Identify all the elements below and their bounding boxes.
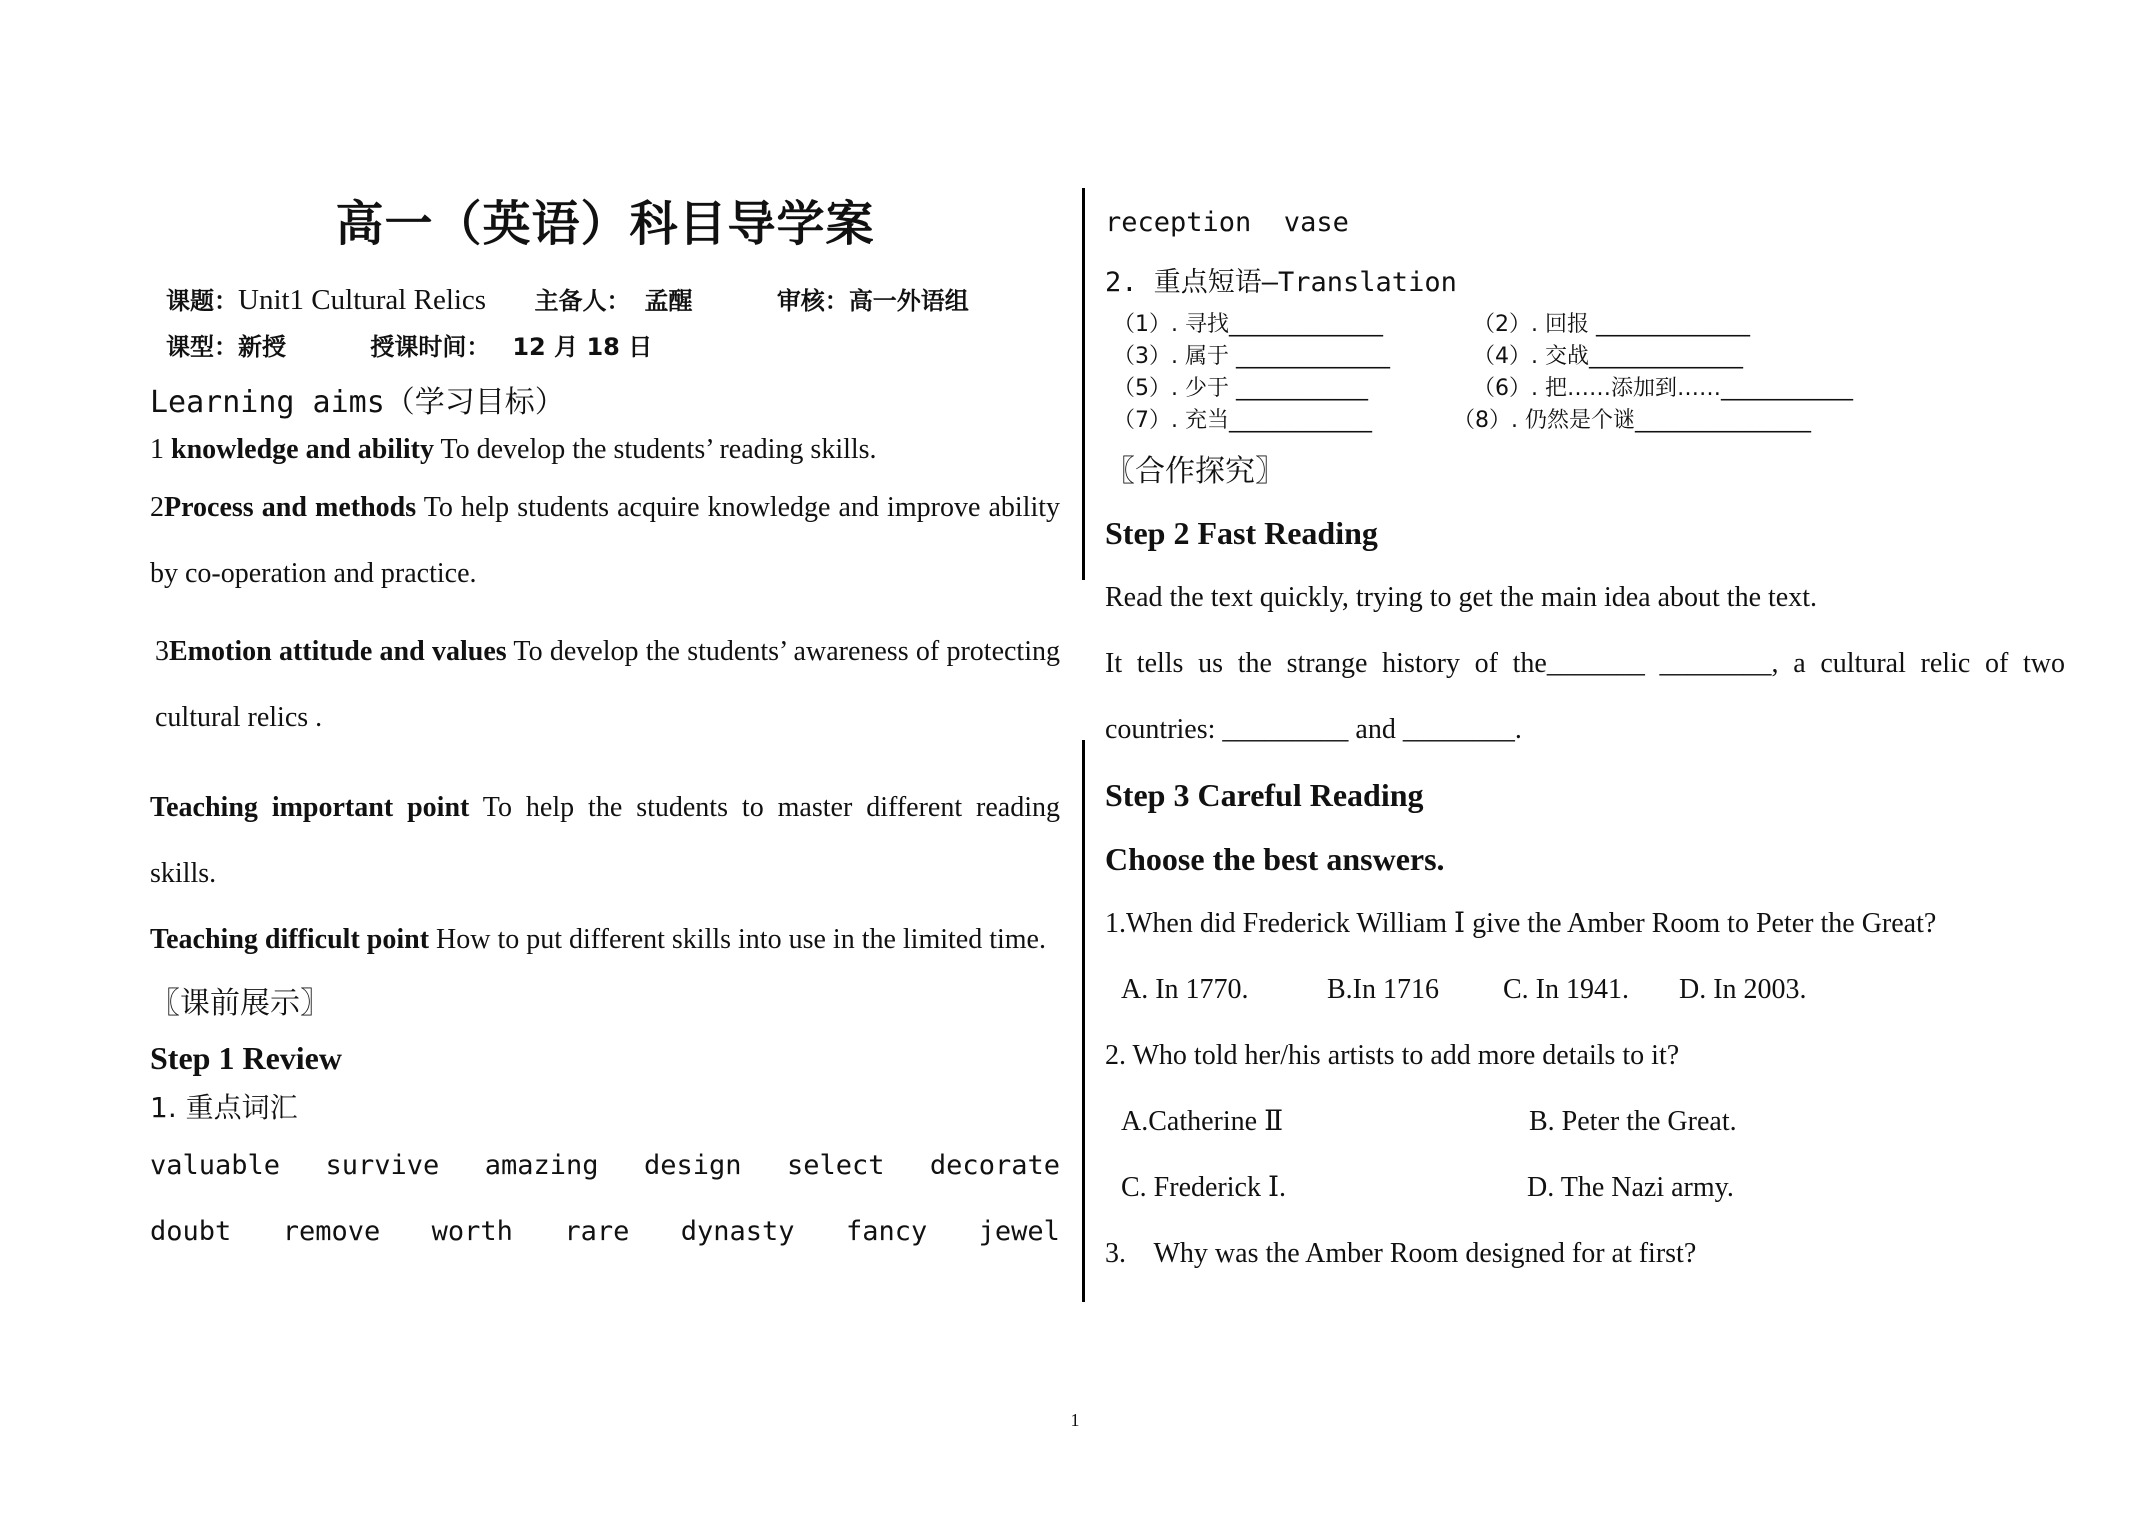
column-divider bbox=[1082, 740, 1085, 1302]
vocab-row-1 bbox=[150, 1133, 1060, 1199]
type-label: 课型： bbox=[166, 333, 238, 361]
column-divider bbox=[1082, 188, 1085, 580]
cooperation-heading: 〖合作探究〗 bbox=[1105, 454, 1285, 489]
vocab-word: design bbox=[643, 1150, 742, 1181]
vocab-word: valuable bbox=[150, 1150, 281, 1181]
question-1-options bbox=[1105, 957, 2065, 1023]
option: A. In 1770. bbox=[1121, 974, 1249, 1005]
aim-2: 2Process and methods To help students acquire knowledge and improve ability by co-operation and practice. bbox=[150, 492, 1061, 589]
option: D. The Nazi army. bbox=[1527, 1172, 1734, 1203]
option: C. Frederick Ⅰ. bbox=[1121, 1172, 1287, 1203]
question-3: 3. Why was the Amber Room designed for at first? bbox=[1105, 1238, 1697, 1269]
type-value: 新授 bbox=[238, 333, 286, 361]
topic-value: Unit1 Cultural Relics bbox=[238, 284, 487, 316]
right-column bbox=[1105, 200, 2065, 1287]
preparer-value: 孟醒 bbox=[644, 287, 693, 315]
vocab-word: survive bbox=[325, 1150, 440, 1181]
question-1: 1.When did Frederick William Ⅰ give the Amber Room to Peter the Great? bbox=[1105, 908, 1937, 939]
phrase-row: （7）. 充当_____________ （8）. 仍然是个谜________________ bbox=[1113, 408, 1811, 433]
vocab-word: remove bbox=[282, 1216, 381, 1247]
vocab-word: select bbox=[786, 1150, 885, 1181]
vocab-word: decorate bbox=[929, 1150, 1060, 1181]
vocab-heading: 1. 重点词汇 bbox=[150, 1091, 298, 1124]
choose-heading: Choose the best answers. bbox=[1105, 841, 1445, 877]
time-label: 授课时间： bbox=[370, 333, 491, 361]
step3-heading: Step 3 Careful Reading bbox=[1105, 777, 1424, 813]
left-column bbox=[150, 185, 1060, 1265]
meta-row-1 bbox=[150, 276, 1060, 325]
vocab-row-2 bbox=[150, 1199, 1060, 1265]
step1-heading: Step 1 Review bbox=[150, 1040, 342, 1076]
question-2-options-a bbox=[1105, 1089, 2065, 1155]
option: D. In 2003. bbox=[1679, 974, 1807, 1005]
option: C. In 1941. bbox=[1503, 974, 1629, 1005]
teaching-difficult-point: Teaching difficult point How to put different skills into use in the limited time. bbox=[150, 924, 1046, 955]
question-2: 2. Who told her/his artists to add more details to it? bbox=[1105, 1040, 1680, 1071]
review-label: 审核： bbox=[776, 287, 849, 315]
option: B. Peter the Great. bbox=[1529, 1106, 1737, 1137]
fast-reading-blank: It tells us the strange history of the_______ ________, a cultural relic of two countries: _________ and ________. bbox=[1105, 648, 2065, 745]
teaching-important-point: Teaching important point To help the students to master different reading skills. bbox=[150, 792, 1060, 889]
step2-heading: Step 2 Fast Reading bbox=[1105, 515, 1378, 551]
phrase-row: （1）. 寻找______________ （2）. 回报 ______________ bbox=[1113, 312, 1750, 337]
aim-1: 1 knowledge and ability To develop the students’ reading skills. bbox=[150, 434, 877, 465]
meta-row-2 bbox=[150, 325, 1060, 369]
review-value: 高一外语组 bbox=[848, 287, 969, 315]
learning-aims-heading: Learning aims（学习目标） bbox=[150, 385, 565, 420]
preparer-label: 主备人： bbox=[534, 287, 631, 315]
vocab-word: dynasty bbox=[680, 1216, 795, 1247]
phrases-heading: 2. 重点短语—Translation bbox=[1105, 267, 1457, 298]
aim-3: 3Emotion attitude and values To develop the students’ awareness of protecting cultural relics . bbox=[155, 636, 1060, 733]
option: B.In 1716 bbox=[1327, 974, 1439, 1005]
vocab-row-3: reception vase bbox=[1105, 207, 1349, 238]
option: A.Catherine Ⅱ bbox=[1121, 1106, 1284, 1137]
page-title: 高一（英语）科目导学案 bbox=[335, 196, 875, 252]
vocab-word: worth bbox=[431, 1216, 513, 1247]
phrase-row: （5）. 少于 ____________ （6）. 把……添加到……____________ bbox=[1113, 376, 1853, 401]
vocab-word: amazing bbox=[484, 1150, 599, 1181]
phrase-row: （3）. 属于 ______________ （4）. 交战______________ bbox=[1113, 344, 1743, 369]
page-number: 1 bbox=[1070, 1410, 1080, 1430]
vocab-word: doubt bbox=[150, 1216, 232, 1247]
topic-label: 课题： bbox=[166, 287, 238, 315]
fast-reading-instruction: Read the text quickly, trying to get the main idea about the text. bbox=[1105, 582, 1817, 613]
vocab-word: fancy bbox=[845, 1216, 928, 1247]
preclass-heading: 〖课前展示〗 bbox=[150, 986, 330, 1021]
question-2-options-b bbox=[1105, 1155, 2065, 1221]
vocab-word: jewel bbox=[978, 1216, 1060, 1247]
vocab-word: rare bbox=[564, 1216, 630, 1247]
time-value: 12 月 18 日 bbox=[512, 333, 653, 361]
